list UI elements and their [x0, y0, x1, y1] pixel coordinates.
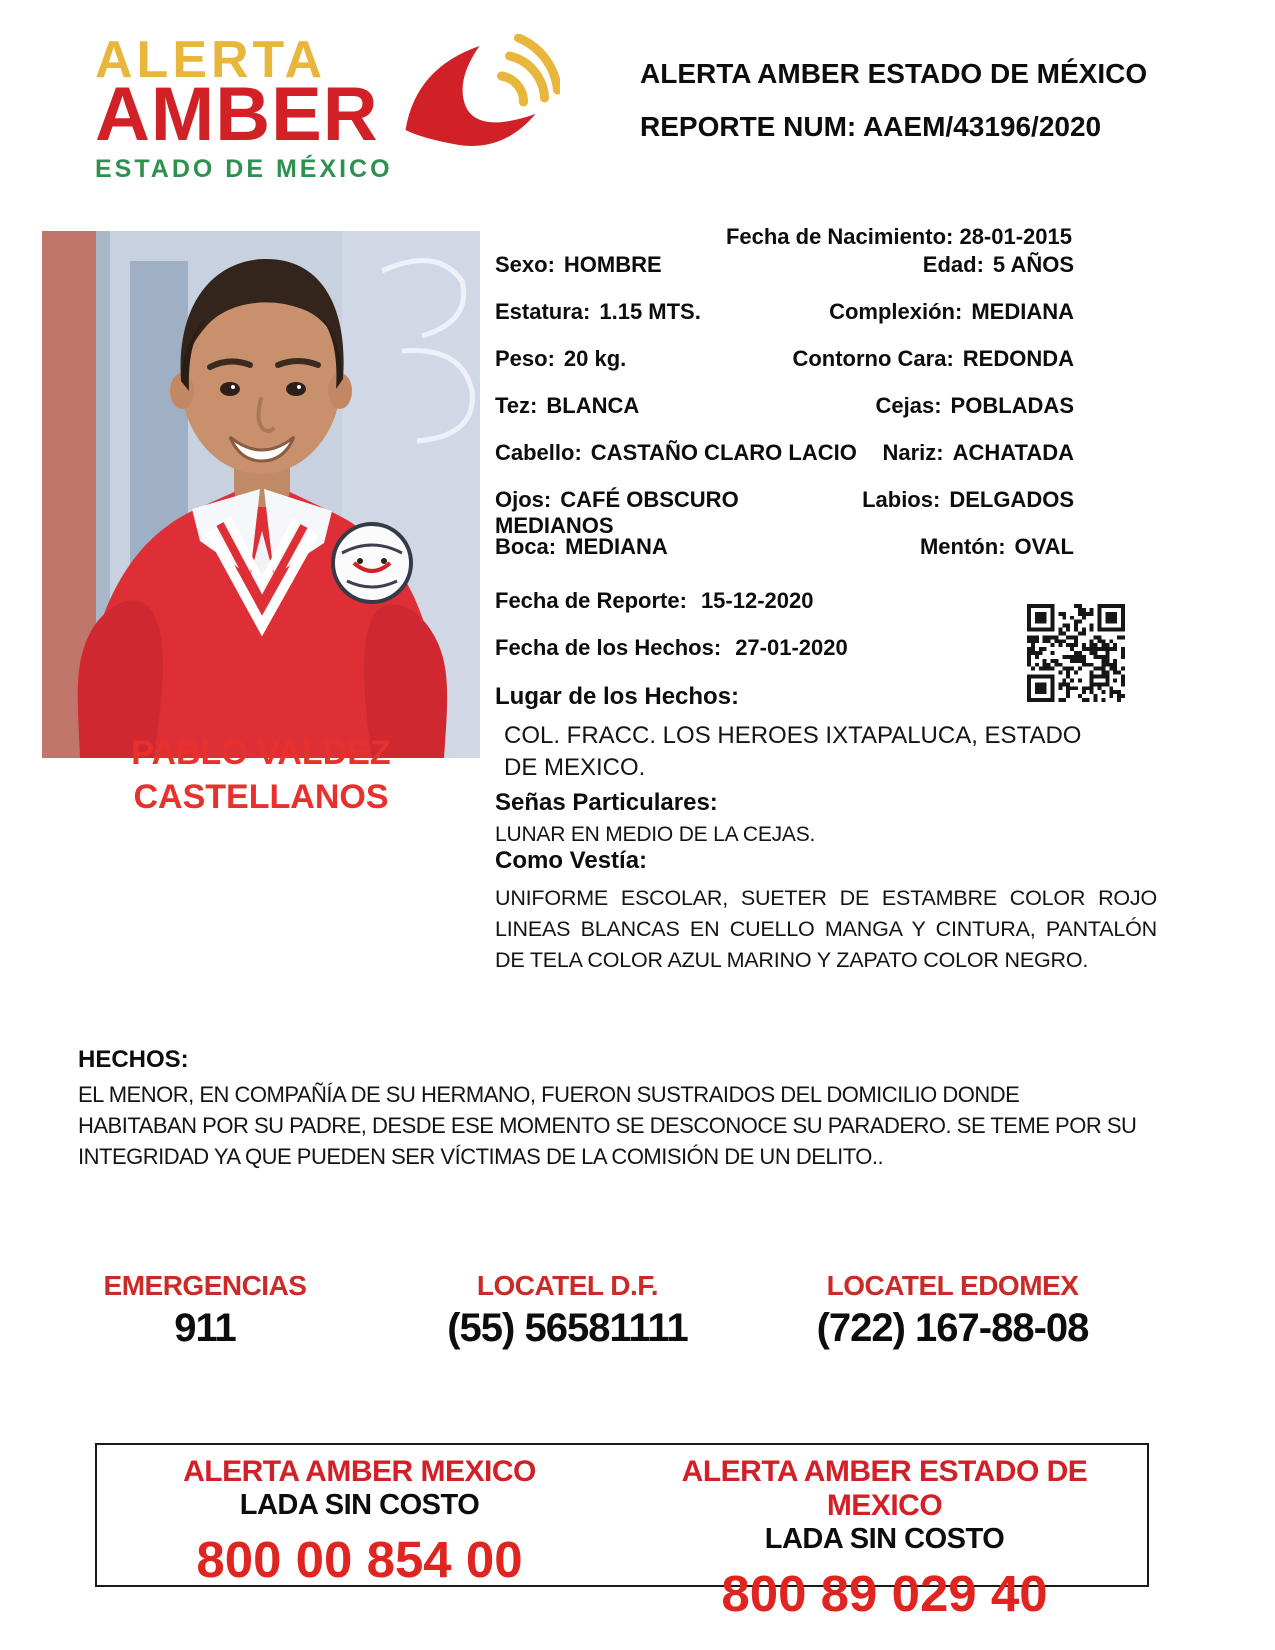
- age-value: 5 AÑOS: [992, 252, 1074, 277]
- radar-waves-icon: [395, 34, 560, 184]
- mouth-label: Boca:: [495, 534, 557, 559]
- birth-date-value: 28-01-2015: [959, 224, 1072, 249]
- hotline-mexico: [97, 1445, 622, 1588]
- child-name-line1: PABLO VALDEZ: [131, 734, 391, 772]
- nose-label: Nariz:: [882, 440, 944, 465]
- mouth-value: MEDIANA: [565, 534, 668, 559]
- field-row-mouth-chin: [495, 534, 1074, 581]
- field-row-eyes-lips: [495, 487, 1074, 538]
- alerta-amber-logo: [95, 31, 475, 184]
- hotline-mexico-number: 800 00 854 00: [196, 1531, 523, 1588]
- birth-date-label: Fecha de Nacimiento:: [725, 224, 954, 249]
- build-label: Complexión:: [829, 299, 963, 324]
- weight-label: Peso:: [495, 346, 555, 371]
- hechos-label: HECHOS:: [78, 1046, 189, 1073]
- hotline-edomex-number: 800 89 029 40: [721, 1565, 1048, 1622]
- clothing-label: Como Vestía:: [495, 847, 648, 874]
- child-name: [42, 731, 480, 819]
- locatel-edomex-number: (722) 167-88-08: [816, 1306, 1089, 1350]
- emergency-911: [95, 1270, 315, 1351]
- locatel-df-number: (55) 56581111: [447, 1306, 688, 1350]
- skin-value: BLANCA: [546, 393, 640, 418]
- skin-label: Tez:: [495, 393, 538, 418]
- lips-value: DELGADOS: [949, 487, 1074, 512]
- emergency-locatel-edomex: [780, 1270, 1125, 1351]
- chin-value: OVAL: [1014, 534, 1074, 559]
- build-value: MEDIANA: [971, 299, 1074, 324]
- hechos-text: EL MENOR, EN COMPAÑÍA DE SU HERMANO, FUERON SUSTRAIDOS DEL DOMICILIO DONDE HABITABAN POR SU PADRE, DESDE ESE MOMENTO SE DESCONOCE SU PARADERO. SE TEME POR SU INTEGRIDAD YA QUE PUEDEN SER VÍCTIMAS DE LA COMISIÓN DE UN DELITO..: [78, 1082, 1137, 1170]
- section-place: [495, 683, 1104, 785]
- height-label: Estatura:: [495, 299, 591, 324]
- chin-label: Mentón:: [919, 534, 1006, 559]
- child-name-line2: CASTELLANOS: [133, 778, 389, 817]
- hotline-edomex-title: ALERTA AMBER ESTADO DE MEXICO: [681, 1455, 1088, 1522]
- incident-date-value: 27-01-2020: [735, 635, 848, 660]
- hair-value: CASTAÑO CLARO LACIO: [590, 440, 857, 465]
- field-incident-date: [495, 635, 848, 661]
- emergency-911-number: 911: [174, 1306, 236, 1350]
- locatel-edomex-label: LOCATEL EDOMEX: [826, 1270, 1079, 1301]
- detail-rows: [495, 252, 1074, 581]
- field-row-skin-brows: [495, 393, 1074, 440]
- lips-label: Labios:: [862, 487, 941, 512]
- section-marks: [495, 789, 815, 847]
- age-label: Edad:: [922, 252, 984, 277]
- hotline-edomex-subtitle: LADA SIN COSTO: [764, 1523, 1005, 1555]
- hotline-box: [95, 1443, 1149, 1622]
- logo-estado-text: ESTADO DE MÉXICO: [95, 154, 393, 183]
- emergency-911-label: EMERGENCIAS: [103, 1270, 307, 1301]
- brows-value: POBLADAS: [950, 393, 1074, 418]
- marks-label: Señas Particulares:: [495, 789, 718, 816]
- incident-date-label: Fecha de los Hechos:: [495, 635, 722, 660]
- face-shape-value: REDONDA: [962, 346, 1074, 371]
- section-hechos: [78, 1046, 1140, 1173]
- face-shape-label: Contorno Cara:: [792, 346, 954, 371]
- report-number: REPORTE NUM: AAEM/43196/2020: [640, 111, 1102, 142]
- page-title: ALERTA AMBER ESTADO DE MÉXICO: [640, 58, 1148, 89]
- weight-value: 20 kg.: [563, 346, 627, 371]
- eyes-label: Ojos:: [495, 487, 552, 512]
- marks-value: LUNAR EN MEDIO DE LA CEJAS.: [495, 823, 816, 846]
- logo-amber-text: AMBER: [95, 72, 379, 157]
- report-date-value: 15-12-2020: [700, 588, 814, 613]
- clothing-value: UNIFORME ESCOLAR, SUETER DE ESTAMBRE COLOR ROJO LINEAS BLANCAS EN CUELLO MANGA Y CINTURA, PANTALÓN DE TELA COLOR AZUL MARINO Y ZAPATO COLOR NEGRO.: [495, 886, 1157, 973]
- field-row-sex-age: [495, 252, 1074, 299]
- locatel-df-label: LOCATEL D.F.: [476, 1270, 659, 1301]
- hotline-mexico-title: ALERTA AMBER MEXICO: [183, 1455, 536, 1488]
- place-value: COL. FRACC. LOS HEROES IXTAPALUCA, ESTADO DE MEXICO.: [504, 722, 1082, 782]
- emergency-locatel-df: [420, 1270, 715, 1351]
- brows-label: Cejas:: [875, 393, 942, 418]
- sex-label: Sexo:: [495, 252, 555, 277]
- field-birth-date: [495, 224, 1072, 250]
- logo-alerta-text: ALERTA: [95, 31, 327, 89]
- hotline-mexico-subtitle: LADA SIN COSTO: [239, 1489, 480, 1521]
- report-date-label: Fecha de Reporte:: [495, 588, 687, 613]
- nose-value: ACHATADA: [952, 440, 1074, 465]
- field-row-weight-face: [495, 346, 1074, 393]
- place-label: Lugar de los Hechos:: [495, 683, 740, 710]
- field-row-hair-nose: [495, 440, 1074, 487]
- eyes-value: CAFÉ OBSCURO MEDIANOS: [495, 487, 739, 538]
- hotline-edomex: [622, 1445, 1147, 1622]
- report-header: [640, 58, 1200, 143]
- height-value: 1.15 MTS.: [599, 299, 701, 324]
- child-photo: [42, 231, 480, 758]
- field-report-date: [495, 588, 813, 614]
- section-clothing: [495, 847, 1157, 977]
- hair-label: Cabello:: [495, 440, 582, 465]
- field-row-height-build: [495, 299, 1074, 346]
- sex-value: HOMBRE: [563, 252, 662, 277]
